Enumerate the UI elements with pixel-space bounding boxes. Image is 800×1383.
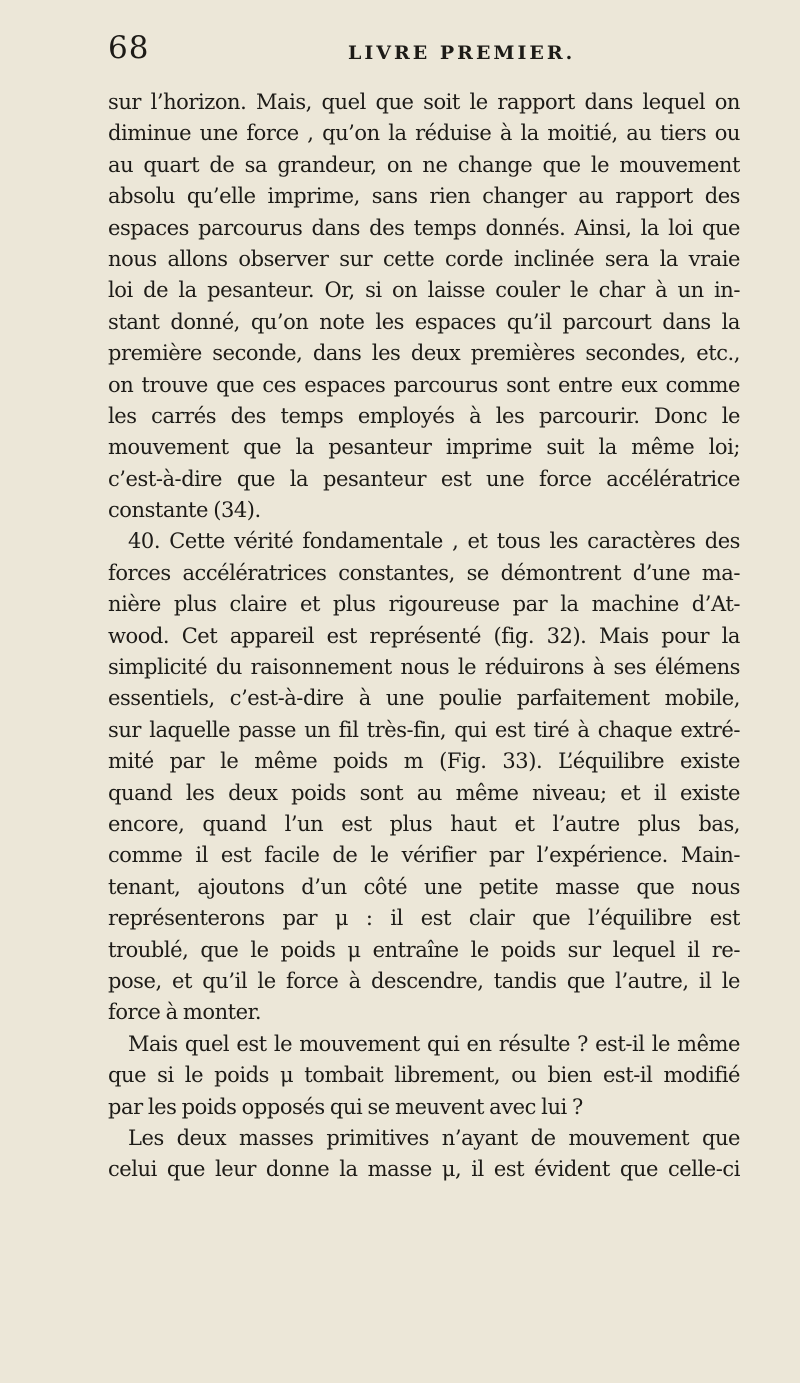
text-line: troublé, que le poids μ entraîne le poids sur lequel il re-	[108, 937, 740, 962]
text-line: comme il est facile de le vérifier par l’expérience. Main-	[108, 843, 740, 868]
text-line: absolu qu’elle imprime, sans rien changer au rapport des	[108, 184, 740, 209]
text-line: espaces parcourus dans des temps donnés. Ainsi, la loi que	[108, 215, 740, 240]
running-head: LIVRE PREMIER.	[348, 42, 576, 64]
text-line: sur laquelle passe un fil très-fin, qui est tiré à chaque extré-	[108, 717, 740, 742]
text-line: forces accélératrices constantes, se démontrent d’une ma-	[108, 560, 740, 585]
text-line: constante (34).	[108, 498, 261, 523]
text-line: mité par le même poids m (Fig. 33). L’équilibre existe	[108, 749, 740, 774]
text-line: essentiels, c’est-à-dire à une poulie parfaitement mobile,	[108, 686, 740, 711]
page-header	[108, 30, 740, 74]
text-line: quand les deux poids sont au même niveau; et il existe	[108, 780, 740, 805]
text-line: encore, quand l’un est plus haut et l’autre plus bas,	[108, 811, 740, 836]
page-number: 68	[108, 30, 150, 66]
text-line: force à monter.	[108, 1000, 262, 1025]
text-line: 40. Cette vérité fondamentale , et tous les caractères des	[128, 529, 740, 554]
text-line: celui que leur donne la masse μ, il est évident que celle-ci	[108, 1157, 740, 1182]
text-line: c’est-à-dire que la pesanteur est une force accélératrice	[108, 466, 740, 491]
text-line: on trouve que ces espaces parcourus sont entre eux comme	[108, 372, 740, 397]
text-line: nière plus claire et plus rigoureuse par la machine d’At-	[108, 592, 740, 617]
text-line: wood. Cet appareil est représenté (fig. 32). Mais pour la	[108, 623, 740, 648]
text-line: stant donné, qu’on note les espaces qu’il parcourt dans la	[108, 309, 740, 334]
text-line: nous allons observer sur cette corde inclinée sera la vraie	[108, 246, 740, 271]
body-text	[108, 87, 740, 1186]
text-line: simplicité du raisonnement nous le réduirons à ses élémens	[108, 655, 740, 680]
text-line: mouvement que la pesanteur imprime suit la même loi;	[108, 435, 740, 460]
text-line: sur l’horizon. Mais, quel que soit le rapport dans lequel on	[108, 90, 740, 114]
text-line: diminue une force , qu’on la réduise à la moitié, au tiers ou	[108, 121, 740, 146]
text-line: que si le poids μ tombait librement, ou bien est-il modifié	[108, 1063, 740, 1088]
text-line: représenterons par μ : il est clair que l’équilibre est	[108, 906, 740, 931]
text-line: Mais quel est le mouvement qui en résulte ? est-il le même	[128, 1031, 740, 1056]
text-line: tenant, ajoutons d’un côté une petite masse que nous	[108, 874, 740, 899]
text-line: les carrés des temps employés à les parcourir. Donc le	[108, 403, 740, 428]
text-line: loi de la pesanteur. Or, si on laisse couler le char à un in-	[108, 278, 740, 303]
text-line: par les poids opposés qui se meuvent avec lui ?	[108, 1094, 583, 1119]
text-line: pose, et qu’il le force à descendre, tandis que l’autre, il le	[108, 968, 740, 993]
text-line: au quart de sa grandeur, on ne change que le mouvement	[108, 152, 740, 177]
text-line: Les deux masses primitives n’ayant de mouvement que	[128, 1125, 740, 1150]
text-line: première seconde, dans les deux premières secondes, etc.,	[108, 341, 740, 366]
